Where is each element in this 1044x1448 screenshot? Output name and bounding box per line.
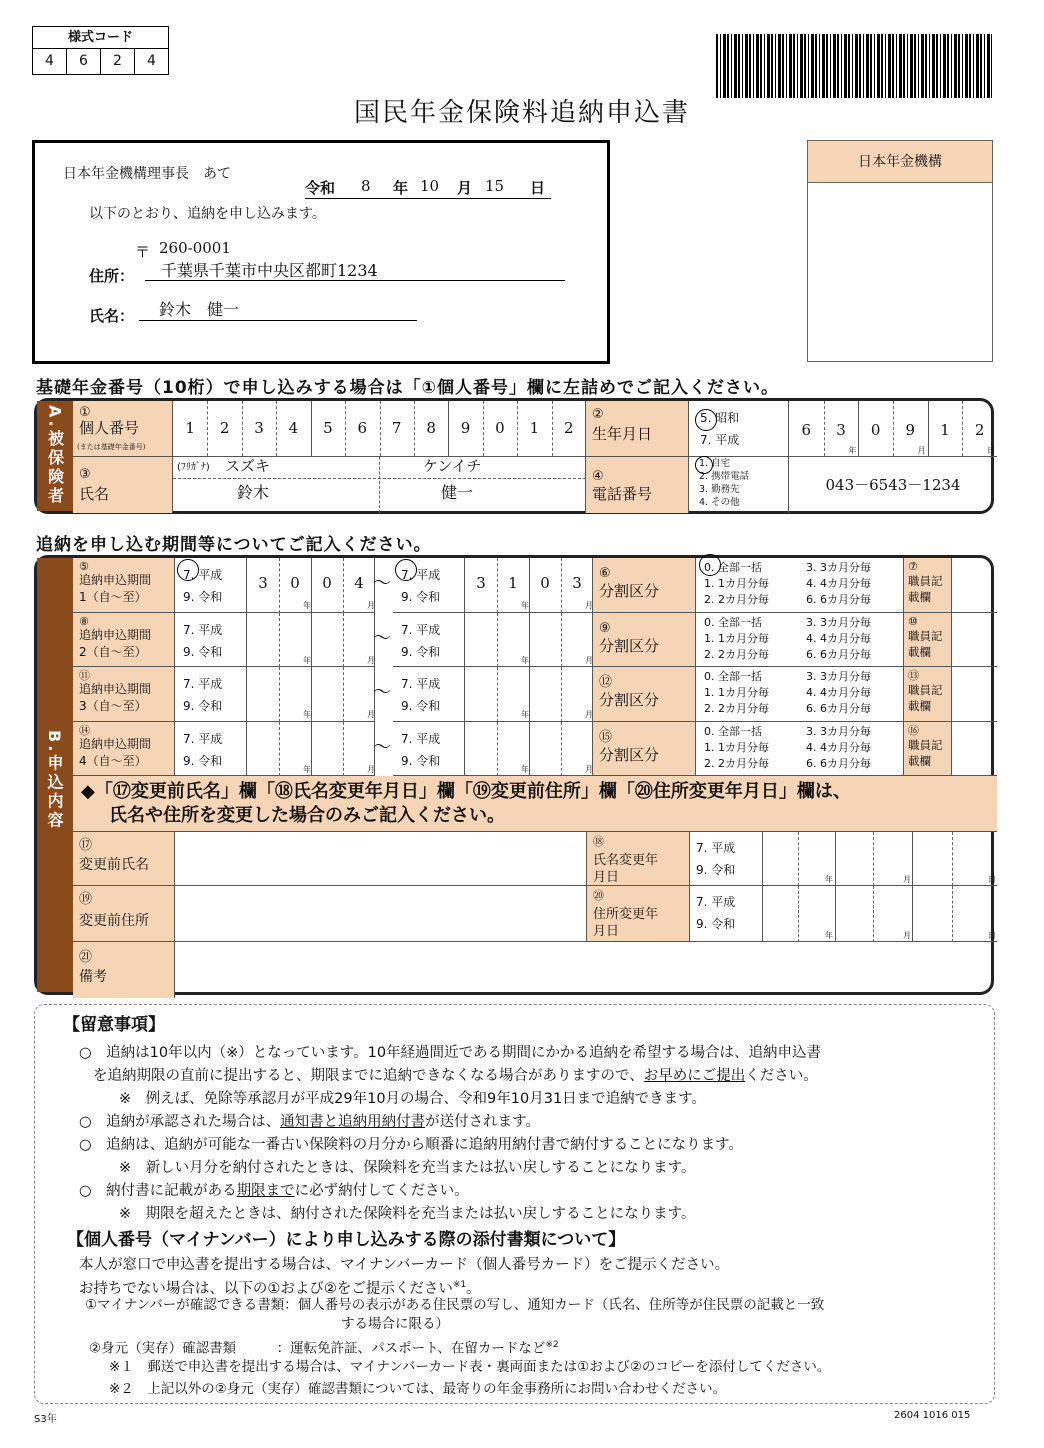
section-a-band (37, 401, 73, 511)
f19-label-cell: ⑲ 変更前住所 (73, 886, 175, 942)
period-era-select[interactable]: 7. 平成 9. 令和 (393, 613, 465, 668)
phone-opt-other: 4. その他 (699, 497, 740, 508)
personal-number-digit: 3 (254, 419, 264, 437)
phone-number-field[interactable]: 043－6543－1234 (825, 476, 961, 494)
postal-code[interactable]: 260-0001 (159, 239, 231, 257)
furigana-label: (ﾌﾘｶﾞﾅ) (177, 462, 210, 473)
date-day-label: 日 (530, 179, 546, 197)
period-digit: 1 (508, 574, 518, 592)
f4-label-cell (586, 457, 689, 513)
split-type-select[interactable]: 0. 全部一括 1. 1カ月分毎 2. 2カ月分毎 3. 3カ月分毎 4. 4カ月分毎 6. 6カ月分毎 (696, 613, 904, 668)
form-code-box (32, 26, 169, 75)
period-digit: 4 (354, 574, 364, 592)
barcode (716, 34, 992, 98)
note-line: ※ 例えば、免除等承認月が平成29年10月の場合、令和9年10月31日まで追納できます。 (119, 1091, 707, 1107)
personal-number-digit: 9 (460, 419, 471, 437)
form-code-digit: 4 (134, 49, 168, 74)
warning-line-2: 氏名や住所を変更した場合のみご記入ください。 (109, 805, 505, 826)
birth-date-digit: 6 (801, 421, 812, 439)
form-code-digit: 2 (100, 49, 134, 74)
period-digit: 3 (258, 574, 268, 592)
era-showa: 5. 昭和 (700, 411, 740, 425)
footer-right: 2604 1016 015 (894, 1410, 971, 1421)
form-title: 国民年金保険料追納申込書 (353, 98, 690, 128)
personal-number-digit: 7 (391, 419, 402, 437)
note-line: ②身元（実存）確認書類 ：運転免許証、パスポート、在留カードなど$^{※2}$ (89, 1340, 559, 1357)
former-name-field[interactable] (175, 832, 587, 886)
f3-num: ③ (79, 467, 91, 482)
staff-field (952, 613, 997, 668)
split-label-cell: ⑨ 分割区分 (593, 613, 696, 668)
era-heisei: 7. 平成 (700, 433, 740, 447)
date-year: 8 (361, 177, 371, 195)
period-era-select[interactable]: 7. 平成 9. 令和 (393, 558, 465, 613)
instruction-b: 追納を申し込む期間等についてご記入ください。 (36, 535, 432, 555)
note-line: ○ 追納が承認された場合は、通知書と追納用納付書が送付されます。 (79, 1114, 540, 1130)
phone-opt-work: 3. 勤務先 (699, 484, 740, 495)
applicant-header-box (32, 140, 610, 364)
selection-circle (395, 559, 417, 581)
kana-first: ケンイチ (423, 457, 482, 475)
f4-label: 電話番号 (592, 485, 653, 503)
f1-label: 個人番号 (79, 419, 140, 437)
staff-field (952, 722, 997, 777)
note-line: ※ 期限を超えたときは、納付された保険料を充当または払い戻しすることになります。 (119, 1206, 696, 1222)
kana-last: スズキ (225, 457, 271, 475)
personal-number-digit: 6 (357, 419, 368, 437)
section-b: B.申込内容 ◆「⑰変更前氏名」欄「⑱氏名変更年月日」欄「⑲変更前住所」欄「⑳住所変更年月日」欄は、 氏名や住所を変更した場合のみご記入ください。 ⑰ 変更前氏名 ⑱ 氏名変更年月日 7. 平成 9. 令和 年 月 日 ⑲ 変更前住所 ⑳ 住所変更年月日 7. 平成 9. 令和 年 月 日 ㉑ 備考 ⑤ 追納申込期間 1（自～至） 7. 平成 9. 令和 3 0 0 4 年 月 ～ 7. 平成 9. 令和 3 1 0 3 年 月 ⑥ 分割区分 0. 全部一括 1. 1カ月分毎 2. 2カ月分毎 3. 3カ月分毎 4. 4カ月分毎 6. 6カ月分毎 ⑦ 職員記載欄 ⑧ 追納申込期間 2（自～至） 7. 平成 9. 令和 年 月 ～ 7. 平成 9. 令和 年 月 ⑨ 分割区分 0. 全部一括 1. 1カ月分毎 2. 2カ月分毎 3. 3カ月分毎 4. 4カ月分毎 6. 6カ月分毎 ⑩ 職員記載欄 ⑪ 追納申込期間 3（自～至） 7. 平成 9. 令和 年 月 ～ 7. 平成 9. 令和 年 月 ⑫ 分割区分 0. 全部一括 1. 1カ月分毎 2. 2カ月分毎 3. 3カ月分毎 4. 4カ月分毎 6. 6カ月分毎 ⑬ 職員記載欄 ⑭ 追納申込期間 4（自～至） 7. 平成 9. 令和 年 月 ～ 7. 平成 9. 令和 年 月 ⑮ 分割区分 0. 全部一括 1. 1カ月分毎 2. 2カ月分毎 3. 3カ月分毎 4. 4カ月分毎 6. 6カ月分毎 ⑯ 職員記載欄 (34, 555, 994, 995)
f1-label-cell (73, 401, 173, 457)
phone-opt-mobile: 2. 携帯電話 (699, 471, 750, 482)
period-era-select[interactable]: 7. 平成 9. 令和 (175, 558, 247, 613)
remarks-field[interactable] (175, 942, 997, 998)
period-digit: 3 (476, 574, 486, 592)
period-label-cell: ⑪ 追納申込期間 3（自～至） (73, 667, 175, 722)
f1-sub: (または基礎年金番号) (77, 443, 146, 451)
birth-date-digit: 1 (940, 421, 950, 439)
address-label: 住所： (89, 267, 135, 285)
note-line: ※１ 郵送で申込書を提出する場合は、マイナンバーカード表・裏両面または①および②のコピーを添付してください。 (109, 1359, 831, 1375)
period-label-cell: ⑭ 追納申込期間 4（自～至） (73, 722, 175, 777)
personal-number-digit: 1 (529, 419, 540, 437)
pension-org-label: 日本年金機構 (808, 141, 992, 183)
personal-number-digit: 1 (185, 419, 195, 437)
section-a-title: A.被保険者 (45, 405, 65, 506)
personal-number-digit: 5 (323, 419, 333, 437)
f17-label-cell: ⑰ 変更前氏名 (73, 832, 175, 886)
period-era-select[interactable]: 7. 平成 9. 令和 (393, 667, 465, 722)
split-type-select[interactable]: 0. 全部一括 1. 1カ月分毎 2. 2カ月分毎 3. 3カ月分毎 4. 4カ月分毎 6. 6カ月分毎 (696, 667, 904, 722)
date-era: 令和 (305, 179, 336, 197)
personal-number-digit: 2 (219, 419, 230, 437)
note-line: ※２ 上記以外の②身元（実存）確認書類については、最寄りの年金事務所にお問い合わせください。 (109, 1381, 727, 1397)
period-label-cell: ⑤ 追納申込期間 1（自～至） (73, 558, 175, 613)
period-digit: 0 (290, 574, 300, 592)
period-era-select[interactable]: 7. 平成 9. 令和 (393, 722, 465, 777)
postal-mark: 〒 (135, 243, 151, 261)
f2-label: 生年月日 (592, 425, 653, 443)
split-label-cell: ⑫ 分割区分 (593, 667, 696, 722)
name-first: 健一 (441, 483, 474, 502)
name-last: 鈴木 (237, 483, 270, 502)
staff-field (952, 558, 997, 613)
application-date[interactable] (305, 177, 551, 199)
f2-num: ② (592, 407, 604, 422)
section-b-band (37, 558, 73, 992)
note-line: を追納期限の直前に提出すると、期限までに追納できなくなる場合がありますので、お早めにご提出ください。 (93, 1068, 818, 1084)
notes-box (34, 1004, 995, 1404)
warning-line-1: ◆「⑰変更前氏名」欄「⑱氏名変更年月日」欄「⑲変更前住所」欄「⑳住所変更年月日」欄は、 (81, 781, 851, 802)
tilde: ～ (373, 627, 391, 649)
note-line: ○ 追納は、追納が可能な一番古い保険料の月分から順番に追納用納付書で納付することになります。 (79, 1137, 743, 1153)
form-code-label: 様式コード (33, 27, 168, 49)
note-line: する場合に限る） (341, 1316, 449, 1332)
phone-type-select[interactable] (689, 457, 789, 513)
name-change-date-field[interactable]: 7. 平成 9. 令和 年 月 日 (690, 832, 997, 886)
staff-label-cell: ⑩ 職員記載欄 (904, 613, 952, 668)
address-change-date-field[interactable]: 7. 平成 9. 令和 年 月 日 (690, 886, 997, 942)
f18-label-cell: ⑱ 氏名変更年月日 (587, 832, 690, 886)
f21-label-cell: ㉑ 備考 (73, 942, 175, 998)
birth-date-digit: 3 (836, 421, 846, 439)
note-line: ○ 追納は10年以内（※）となっています。10年経過間近である期間にかかる追納を希望する場合は、追納申込書 (79, 1045, 822, 1061)
form-code-digit: 6 (66, 49, 100, 74)
section-a (34, 398, 994, 514)
date-unit: 月 (917, 446, 926, 455)
note-line: ○ 納付書に記載がある期限までに必ず納付してください。 (79, 1183, 469, 1199)
f1-num: ① (79, 405, 91, 420)
selection-circle (177, 559, 199, 581)
split-type-select[interactable]: 0. 全部一括 1. 1カ月分毎 2. 2カ月分毎 3. 3カ月分毎 4. 4カ月分毎 6. 6カ月分毎 (696, 558, 904, 613)
f3-label-cell (73, 457, 173, 513)
form-code-digit: 4 (45, 53, 54, 69)
split-type-select[interactable]: 0. 全部一括 1. 1カ月分毎 2. 2カ月分毎 3. 3カ月分毎 4. 4カ月分毎 6. 6カ月分毎 (696, 722, 904, 777)
date-day: 15 (485, 177, 505, 195)
name-label: 氏名： (89, 307, 135, 325)
period-digit: 3 (572, 574, 582, 592)
tilde: ～ (373, 682, 391, 703)
note-line: ①マイナンバーが確認できる書類：個人番号の表示がある住民票の写し、通知カード（氏名、住所等が住民票の記載と一致 (85, 1297, 825, 1313)
date-month-label: 月 (457, 179, 473, 197)
date-unit: 日 (987, 446, 995, 455)
birth-date-digit: 2 (974, 421, 985, 439)
staff-label-cell: ⑬ 職員記載欄 (904, 667, 952, 722)
personal-number-digit: 8 (426, 419, 436, 437)
pension-org-box (807, 140, 993, 362)
birth-date-digit: 9 (905, 421, 916, 439)
birth-era-select[interactable] (689, 401, 789, 457)
mynumber-heading: 【個人番号（マイナンバー）により申し込みする際の添付書類について】 (67, 1230, 626, 1250)
date-month: 10 (420, 177, 440, 195)
split-label-cell: ⑥ 分割区分 (593, 558, 696, 613)
note-line: 本人が窓口で申込書を提出する場合は、マイナンバーカード（個人番号カード）をご提示ください。 (79, 1257, 730, 1273)
f20-label-cell: ⑳ 住所変更年月日 (587, 886, 690, 942)
instruction-a: 基礎年金番号（10桁）で申し込みする場合は「①個人番号」欄に左詰めでご記入ください。 (36, 378, 780, 398)
former-address-field[interactable] (175, 886, 587, 942)
change-notice (73, 776, 997, 832)
phone-opt-home: 1. 自宅 (699, 458, 731, 469)
period-era-select[interactable]: 7. 平成 9. 令和 (175, 613, 247, 668)
staff-label-cell: ⑦ 職員記載欄 (904, 558, 952, 613)
staff-label-cell: ⑯ 職員記載欄 (904, 722, 952, 777)
period-era-select[interactable]: 7. 平成 9. 令和 (175, 667, 247, 722)
name-kana-field[interactable] (173, 457, 586, 513)
note-line: ※ 新しい月分を納付されたときは、保険料を充当または払い戻しすることになります。 (119, 1160, 696, 1176)
tilde: ～ (373, 736, 391, 758)
staff-field (952, 667, 997, 722)
intro-text: 以下のとおり、追納を申し込みます。 (89, 206, 326, 222)
personal-number-digit: 0 (495, 419, 505, 437)
period-digit: 0 (540, 574, 550, 592)
f2-label-cell (586, 401, 689, 457)
notes-heading: 【留意事項】 (63, 1015, 165, 1035)
tilde: ～ (373, 573, 391, 594)
addressee: 日本年金機構理事長 あて (63, 166, 231, 182)
name-field[interactable]: 鈴木 健一 (139, 297, 417, 321)
personal-number-digit: 4 (288, 419, 299, 437)
birth-date-digit: 0 (870, 421, 881, 439)
period-digit: 0 (322, 574, 332, 592)
period-label-cell: ⑧ 追納申込期間 2（自～至） (73, 613, 175, 668)
date-year-label: 年 (393, 179, 409, 197)
f3-label: 氏名 (79, 485, 110, 503)
note-line: お持ちでない場合は、以下の①および②をご提示ください$^{※1}$。 (79, 1280, 481, 1297)
footer-left: S3年 (34, 1414, 57, 1425)
split-label-cell: ⑮ 分割区分 (593, 722, 696, 777)
period-era-select[interactable]: 7. 平成 9. 令和 (175, 722, 247, 777)
personal-number-digit: 2 (564, 419, 574, 437)
date-unit: 年 (848, 446, 857, 455)
section-b-title: B.申込内容 (45, 730, 64, 831)
address-field[interactable]: 千葉県千葉市中央区都町1234 (145, 258, 565, 281)
selection-circle (699, 554, 721, 576)
f4-num: ④ (592, 469, 604, 484)
